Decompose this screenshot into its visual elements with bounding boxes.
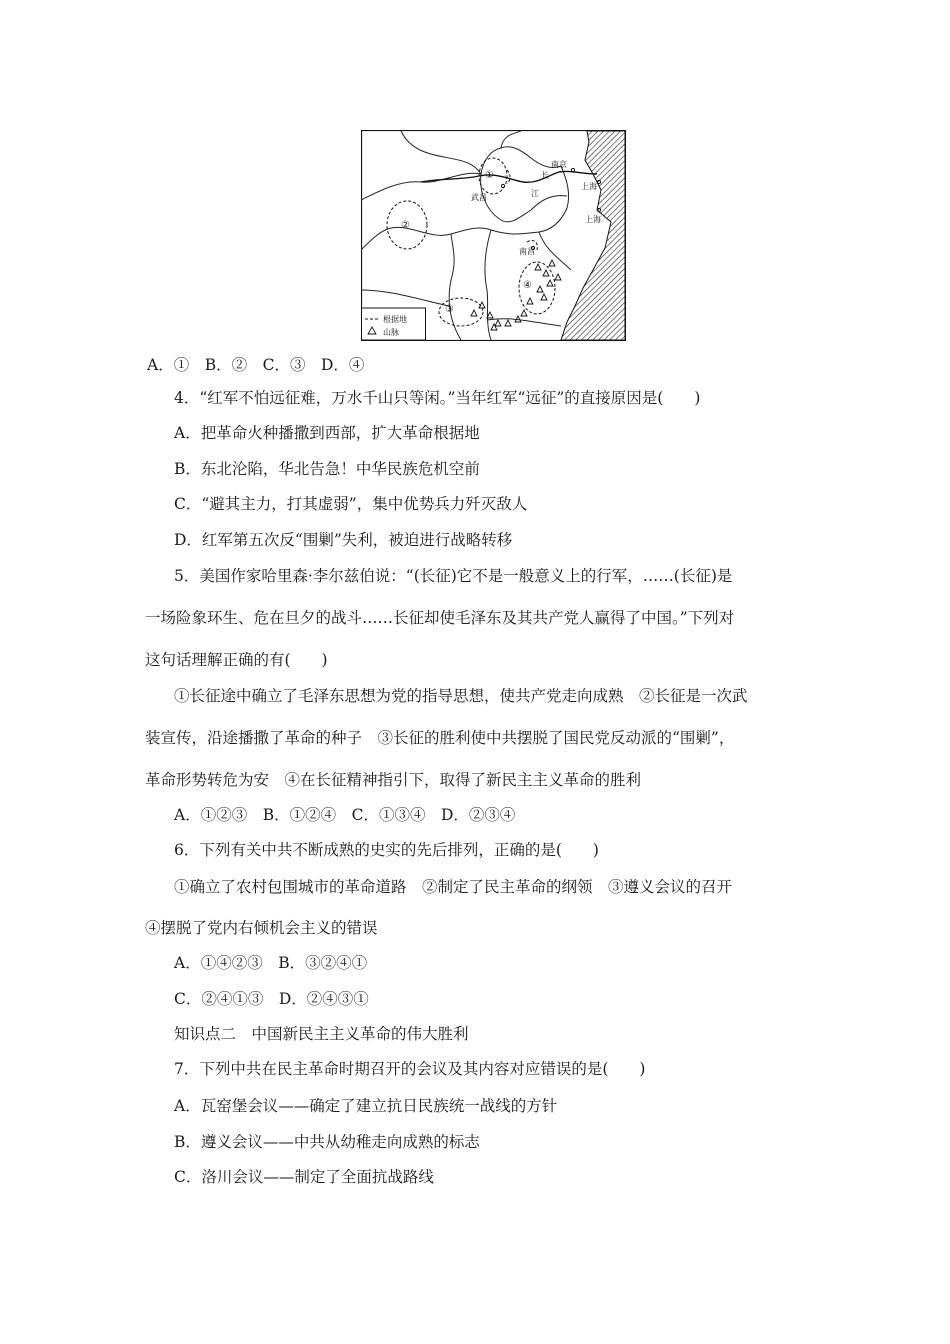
- q6-statement-line-2: ④摆脱了党内右倾机会主义的错误: [145, 919, 378, 937]
- map-label-chang: 长: [541, 171, 549, 180]
- q4-option-b: B．东北沦陷，华北告急！中华民族危机空前: [174, 460, 480, 478]
- q5-statement-line-3: 革命形势转危为安 ④在长征精神指引下，取得了新民主主义革命的胜利: [145, 771, 642, 789]
- q5-stem-line-2: 一场险象环生、危在旦夕的战斗……长征却使毛泽东及其共产党人赢得了中国。”下列对: [145, 609, 735, 627]
- q5-statement-line-1: ①长征途中确立了毛泽东思想为党的指导思想，使共产党走向成熟 ②长征是一次武: [174, 687, 748, 705]
- q4-option-a: A．把革命火种播撒到西部，扩大革命根据地: [174, 424, 480, 442]
- map-label-jiang: 江: [531, 189, 539, 198]
- map-marker-3: ③: [445, 304, 454, 315]
- revolution-base-areas-map: [361, 130, 626, 341]
- q5-options: A．①②③ B．①②④ C．①③④ D．②③④: [174, 806, 516, 824]
- q4-option-c: C．“避其主力，打其虚弱”，集中优势兵力歼灭敌人: [174, 495, 528, 513]
- map-marker-2: ②: [401, 220, 410, 231]
- legend-base-area: 根据地: [383, 315, 407, 324]
- q5-stem-line-3: 这句话理解正确的有( ): [145, 651, 328, 669]
- q5-stem-line-1: 5．美国作家哈里森·李尔兹伯说：“(长征)它不是一般意义上的行军，……(长征)是: [174, 567, 733, 585]
- map-marker-4: ④: [523, 280, 532, 291]
- q5-statement-line-2: 装宣传，沿途播撒了革命的种子 ③长征的胜利使中共摆脱了国民党反动派的“围剿”，: [145, 729, 735, 747]
- q3-options: A．① B．② C．③ D．④: [147, 356, 365, 374]
- q7-stem: 7．下列中共在民主革命时期召开的会议及其内容对应错误的是( ): [174, 1060, 646, 1078]
- q6-statement-line-1: ①确立了农村包围城市的革命道路 ②制定了民主革命的纲领 ③遵义会议的召开: [174, 878, 733, 896]
- q7-option-c: C．洛川会议——制定了全面抗战路线: [174, 1168, 434, 1186]
- legend-mountains: 山脉: [383, 328, 399, 337]
- q7-option-b: B．遵义会议——中共从幼稚走向成熟的标志: [174, 1133, 480, 1151]
- q6-stem: 6．下列有关中共不断成熟的史实的先后排列，正确的是( ): [174, 841, 599, 859]
- map-label-nanjing: 南京: [551, 160, 567, 169]
- map-legend: [362, 308, 426, 340]
- map-label-wuchang: 武昌: [471, 193, 487, 202]
- map-label-shanghai-2: 上海: [585, 215, 601, 224]
- q7-option-a: A．瓦窑堡会议——确定了建立抗日民族统一战线的方针: [174, 1097, 558, 1115]
- section-title: 知识点二 中国新民主主义革命的伟大胜利: [174, 1025, 469, 1043]
- map-label-shanghai-1: 上海: [581, 182, 597, 191]
- map-label-nanchang: 南昌: [519, 247, 535, 256]
- q4-stem: 4．“红军不怕远征难，万水千山只等闲。”当年红军“远征”的直接原因是( ): [174, 389, 701, 407]
- q4-option-d: D．红军第五次反“围剿”失利，被迫进行战略转移: [174, 531, 513, 549]
- map-marker-1: ①: [485, 170, 494, 181]
- q6-options-cd: C．②④①③ D．②④③①: [174, 990, 369, 1008]
- q6-options-ab: A．①④②③ B．③②④①: [174, 954, 368, 972]
